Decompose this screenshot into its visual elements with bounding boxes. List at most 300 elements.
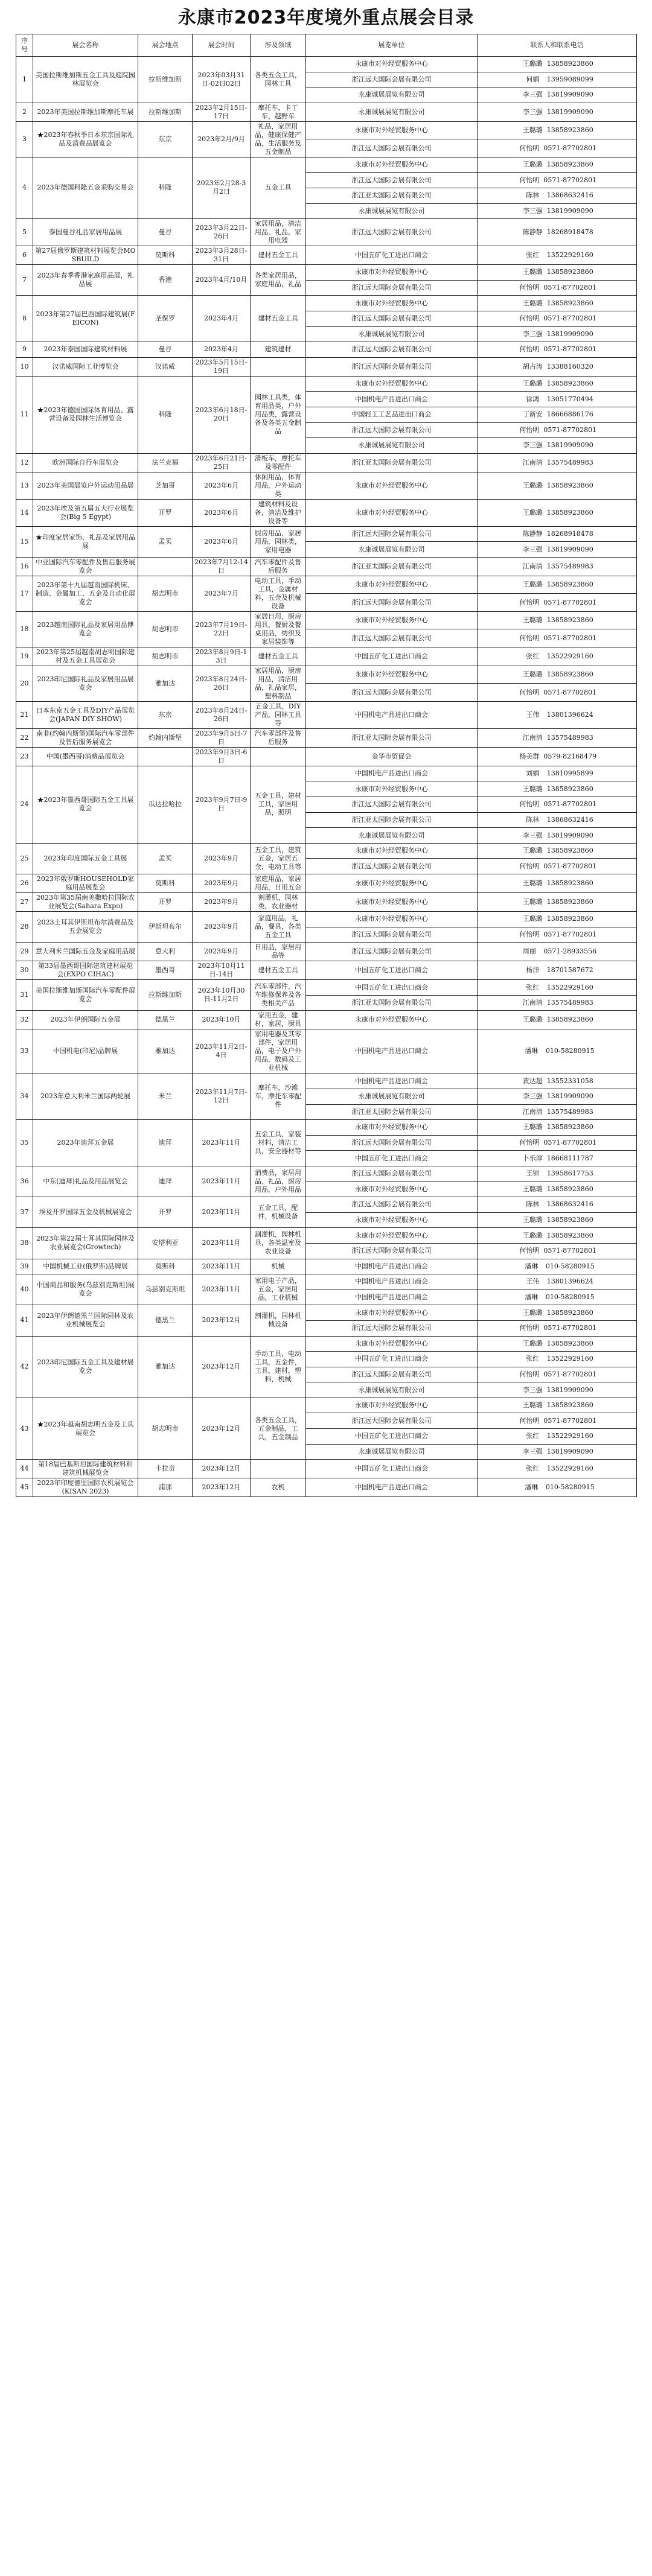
exhibition-time: 2023年6月 xyxy=(193,526,251,557)
contact-cell xyxy=(478,1444,637,1460)
contact-cell xyxy=(478,1243,637,1259)
exhibitor-org: 永康市对外经贸服务中心 xyxy=(306,376,478,392)
exhibition-time: 2023年11月 xyxy=(193,1120,251,1166)
contact-name: 何怡明 xyxy=(519,862,540,870)
contact-cell xyxy=(478,1305,637,1321)
exhibition-place: 约翰内斯堡 xyxy=(138,728,193,747)
table-row xyxy=(16,557,637,576)
exhibition-seq: 23 xyxy=(16,747,33,766)
exhibition-field: 各类五金工具，五金制品，工具，五金制品 xyxy=(251,1398,306,1459)
exhibitor-org: 永康市对外经贸服务中心 xyxy=(306,157,478,173)
exhibitor-org: 永康诚展展览有限公司 xyxy=(306,1444,478,1460)
exhibition-name: 2023年第35届南美撒哈拉国际农业展览会(Sahara Expo) xyxy=(33,893,138,912)
exhibition-seq: 26 xyxy=(16,874,33,893)
contact-cell xyxy=(478,121,637,139)
contact-phone: 010-58280915 xyxy=(545,1047,595,1055)
exhibition-name: ★2023年越南胡志明五金及工具展览会 xyxy=(33,1398,138,1459)
exhibition-time: 2023年7月 xyxy=(193,576,251,611)
exhibitor-org: 中国机电产品进出口商会 xyxy=(306,1259,478,1274)
contact-phone: 0571-87702801 xyxy=(543,144,597,152)
exhibition-place: 安塔利亚 xyxy=(138,1228,193,1259)
exhibition-seq: 45 xyxy=(16,1478,33,1497)
exhibition-time: 2023年11月 xyxy=(193,1166,251,1197)
contact-name: 潘琳 xyxy=(525,1047,539,1055)
exhibitor-org: 浙江远大国际会展有限公司 xyxy=(306,943,478,961)
contact-phone: 13868632416 xyxy=(546,815,593,824)
contact-phone: 13858923860 xyxy=(546,1185,593,1193)
contact-name: 陈静静 xyxy=(522,228,543,237)
contact-cell xyxy=(478,912,637,927)
contact-cell xyxy=(478,728,637,747)
exhibitor-org: 中国五矿化工进出口商会 xyxy=(306,961,478,980)
contact-cell xyxy=(478,1367,637,1382)
table-row xyxy=(16,1259,637,1274)
contact-name: 李三强 xyxy=(522,441,543,450)
exhibition-time: 2023年3月22日-26日 xyxy=(193,219,251,246)
table-row xyxy=(16,342,637,358)
exhibition-name: 美国拉斯维加斯国际汽车零配件展览会 xyxy=(33,980,138,1011)
contact-phone: 13819909090 xyxy=(546,107,593,116)
contact-name: 周丽 xyxy=(522,947,536,956)
exhibition-time: 2023年10月 xyxy=(193,1011,251,1029)
exhibition-seq: 42 xyxy=(16,1336,33,1398)
exhibition-name: ★2023年德国国际体育用品、露营设备及园林生活博览会 xyxy=(33,376,138,453)
exhibition-field: 园林工具类，体育用品类，户外用品类，露营设备及各类五金制品 xyxy=(251,376,306,453)
contact-cell xyxy=(478,961,637,980)
table-row xyxy=(16,57,637,72)
header-seq: 序号 xyxy=(16,34,33,57)
exhibition-place: 莫斯科 xyxy=(138,246,193,265)
exhibitor-org: 浙江远大国际会展有限公司 xyxy=(306,629,478,647)
exhibitor-org: 永康市对外经贸服务中心 xyxy=(306,472,478,499)
exhibitor-org: 中国五矿化工进出口商会 xyxy=(306,1151,478,1166)
exhibitor-org: 中国五矿化工进出口商会 xyxy=(306,1429,478,1445)
exhibitor-org: 永康市对外经贸服务中心 xyxy=(306,265,478,281)
exhibition-field: 建筑建材 xyxy=(251,342,306,358)
exhibition-field: 家用电器及其零部件，家居用品，电子及户外用品，数码及工业机械 xyxy=(251,1029,306,1073)
exhibition-place: 香港 xyxy=(138,265,193,296)
exhibition-seq: 34 xyxy=(16,1073,33,1120)
contact-cell xyxy=(478,139,637,157)
exhibition-field: 各类家居用品，家庭用品，礼品 xyxy=(251,265,306,296)
contact-phone: 18666886176 xyxy=(546,410,593,419)
contact-cell xyxy=(478,422,637,438)
exhibition-seq: 7 xyxy=(16,265,33,296)
contact-name: 王璐璐 xyxy=(522,616,543,625)
contact-cell xyxy=(478,666,637,684)
exhibition-time: 2023年6月18日-20日 xyxy=(193,376,251,453)
exhibition-seq: 16 xyxy=(16,557,33,576)
contact-cell xyxy=(478,311,637,326)
exhibition-field: 摩托车，卡丁车，越野车 xyxy=(251,103,306,121)
exhibition-time: 2023年4月/10月 xyxy=(193,265,251,296)
exhibitor-org: 永康市对外经贸服务中心 xyxy=(306,1011,478,1029)
exhibitor-org: 永康市对外经贸服务中心 xyxy=(306,121,478,139)
contact-cell xyxy=(478,526,637,542)
contact-cell xyxy=(478,859,637,874)
contact-cell xyxy=(478,157,637,173)
exhibitor-org: 中国五矿化工进出口商会 xyxy=(306,647,478,666)
exhibition-place: 瓜达拉哈拉 xyxy=(138,766,193,843)
exhibitor-org: 浙江远大国际会展有限公司 xyxy=(306,139,478,157)
contact-phone: 0571-87702801 xyxy=(543,800,597,809)
exhibition-field: 割灌机，园林机具，各类温室及农业设备 xyxy=(251,1228,306,1259)
exhibitor-org: 浙江远大国际会展有限公司 xyxy=(306,1135,478,1151)
contact-phone: 0571-87702801 xyxy=(543,1416,597,1425)
contact-name: 何怡明 xyxy=(519,144,540,152)
contact-name: 王锦 xyxy=(526,1169,540,1178)
table-row xyxy=(16,747,637,766)
contact-name: 何怡明 xyxy=(519,688,540,696)
exhibition-place: 法兰克福 xyxy=(138,453,193,472)
contact-name: 王璐璐 xyxy=(522,161,543,169)
exhibitor-org: 永康市对外经贸服务中心 xyxy=(306,57,478,72)
exhibition-place: 胡志明市 xyxy=(138,576,193,611)
exhibition-field: 建材五金工具 xyxy=(251,246,306,265)
exhibition-time: 2023年9月5日-7日 xyxy=(193,728,251,747)
exhibition-field: 建材五金工具 xyxy=(251,961,306,980)
exhibition-seq: 10 xyxy=(16,357,33,376)
header-contact: 联系人和联系电话 xyxy=(478,34,637,57)
table-row xyxy=(16,453,637,472)
exhibition-time: 2023年11月 xyxy=(193,1274,251,1305)
contact-cell xyxy=(478,173,637,188)
contact-cell xyxy=(478,188,637,203)
contact-cell xyxy=(478,1197,637,1213)
exhibitor-org: 永康市对外经贸服务中心 xyxy=(306,576,478,594)
contact-name: 李三强 xyxy=(522,329,543,338)
contact-phone: 13858923860 xyxy=(546,1339,593,1347)
table-body xyxy=(16,57,637,1497)
exhibition-time: 2023年8月9日-13日 xyxy=(193,647,251,666)
exhibition-seq: 2 xyxy=(16,103,33,121)
exhibition-place: 拉斯维加斯 xyxy=(138,57,193,103)
exhibitor-org: 浙江远大国际会展有限公司 xyxy=(306,219,478,246)
exhibition-name: 2023年意大利米兰国际两轮展 xyxy=(33,1073,138,1120)
contact-name: 何怡明 xyxy=(519,1416,540,1425)
table-row xyxy=(16,103,637,121)
contact-name: 胡占涛 xyxy=(522,362,543,370)
table-row xyxy=(16,265,637,281)
contact-phone: 0571-87702801 xyxy=(543,345,597,354)
exhibition-name: 2023年俄罗斯HOUSEHOLD家庭用品展览会 xyxy=(33,874,138,893)
contact-cell xyxy=(478,376,637,392)
exhibition-name: 中国商品和服务(乌兹别克斯坦)展览会 xyxy=(33,1274,138,1305)
contact-cell xyxy=(478,980,637,996)
exhibition-field: 手动工具，电动工具，五金件，工具，建材，塑料，机械 xyxy=(251,1336,306,1398)
exhibition-name: 中亚国际汽车零配件及售后服务展览会 xyxy=(33,557,138,576)
contact-phone: 13575489983 xyxy=(546,562,593,570)
exhibitor-org: 永康诚展展览有限公司 xyxy=(306,87,478,103)
exhibitor-org: 永康市对外经贸服务中心 xyxy=(306,499,478,526)
contact-name: 王伟 xyxy=(526,710,540,719)
exhibition-time: 2023年2月/9月 xyxy=(193,121,251,157)
contact-name: 王璐璐 xyxy=(522,508,543,517)
table-row xyxy=(16,1029,637,1073)
exhibitor-org: 浙江亚太国际会展有限公司 xyxy=(306,557,478,576)
contact-cell xyxy=(478,103,637,121)
exhibition-time: 2023年6月 xyxy=(193,499,251,526)
table-row xyxy=(16,980,637,996)
table-row xyxy=(16,576,637,594)
contact-cell xyxy=(478,1166,637,1181)
exhibition-seq: 11 xyxy=(16,376,33,453)
table-row xyxy=(16,1228,637,1244)
table-row xyxy=(16,1460,637,1478)
exhibition-field: 农机 xyxy=(251,1478,306,1497)
exhibition-time: 2023年9月 xyxy=(193,874,251,893)
contact-phone: 13388160320 xyxy=(546,362,593,370)
contact-cell xyxy=(478,1259,637,1274)
contact-name: 丁新安 xyxy=(522,410,543,419)
contact-cell xyxy=(478,1029,637,1073)
exhibition-name: ★印度家居家饰、礼品及家居用品展 xyxy=(33,526,138,557)
contact-cell xyxy=(478,1181,637,1197)
exhibition-place: 迪拜 xyxy=(138,1120,193,1166)
contact-cell xyxy=(478,893,637,912)
contact-cell xyxy=(478,1398,637,1413)
exhibition-place: 拉斯维加斯 xyxy=(138,980,193,1011)
exhibitor-org: 永康市对外经贸服务中心 xyxy=(306,1398,478,1413)
contact-cell xyxy=(478,1274,637,1290)
contact-name: 王璐璐 xyxy=(522,1339,543,1347)
exhibition-name: ★2023年春秋季日本东京国际礼品及消费品展览会 xyxy=(33,121,138,157)
contact-phone: 13819909090 xyxy=(546,831,593,839)
table-row xyxy=(16,647,637,666)
contact-name: 王璐璐 xyxy=(522,1185,543,1193)
contact-phone: 13522929160 xyxy=(546,1465,593,1473)
contact-cell xyxy=(478,1460,637,1478)
contact-name: 何怡明 xyxy=(519,1324,540,1332)
table-row xyxy=(16,961,637,980)
contact-cell xyxy=(478,701,637,728)
exhibition-place: 乌兹别克斯坦 xyxy=(138,1274,193,1305)
exhibition-seq: 5 xyxy=(16,219,33,246)
exhibitor-org: 浙江亚太国际会展有限公司 xyxy=(306,453,478,472)
exhibitor-org: 中国五矿化工进出口商会 xyxy=(306,980,478,996)
table-row xyxy=(16,701,637,728)
exhibition-field: 建材五金工具 xyxy=(251,647,306,666)
exhibition-field: 各类五金工具，园林工具 xyxy=(251,57,306,103)
exhibition-field: 五金工具，建筑五金，家居五金，电动工具等 xyxy=(251,843,306,874)
exhibitor-org: 浙江远大国际会展有限公司 xyxy=(306,72,478,87)
exhibitor-org: 浙江亚太国际会展有限公司 xyxy=(306,812,478,828)
exhibition-time: 2023年8月24日-26日 xyxy=(193,666,251,701)
exhibition-seq: 43 xyxy=(16,1398,33,1459)
contact-phone: 18668111787 xyxy=(546,1154,593,1162)
contact-phone: 0571-87702801 xyxy=(543,1139,597,1147)
contact-name: 何怡明 xyxy=(519,930,540,938)
exhibition-time: 2023年12月 xyxy=(193,1305,251,1336)
exhibition-place: 开罗 xyxy=(138,1197,193,1228)
exhibition-name: 2023年美国拉斯维加斯摩托车展 xyxy=(33,103,138,121)
contact-phone: 13868632416 xyxy=(546,1200,593,1209)
exhibitor-org: 浙江远大国际会展有限公司 xyxy=(306,1243,478,1259)
exhibition-seq: 6 xyxy=(16,246,33,265)
exhibition-name: 第18届巴基斯坦国际建筑材料和建筑机械展览会 xyxy=(33,1460,138,1478)
exhibition-field: 家庭用品，礼品，餐具，各类五金工具 xyxy=(251,912,306,943)
contact-name: 何怡明 xyxy=(519,284,540,292)
exhibitor-org: 永康市对外经贸服务中心 xyxy=(306,893,478,912)
exhibition-time: 2023年9月 xyxy=(193,893,251,912)
contact-phone: 13810995899 xyxy=(546,769,593,778)
exhibition-name: 日本东京五金工具及DIY产品展览会(JAPAN DIY SHOW) xyxy=(33,701,138,728)
exhibition-place: 汉诺威 xyxy=(138,357,193,376)
contact-phone: 13858923860 xyxy=(546,784,593,793)
contact-cell xyxy=(478,499,637,526)
contact-name: 王璐璐 xyxy=(522,784,543,793)
contact-cell xyxy=(478,611,637,629)
contact-cell xyxy=(478,1429,637,1445)
table-row xyxy=(16,728,637,747)
contact-cell xyxy=(478,87,637,103)
exhibition-seq: 20 xyxy=(16,666,33,701)
contact-phone: 0571-87702801 xyxy=(543,634,597,642)
table-row xyxy=(16,296,637,311)
contact-phone: 18701587672 xyxy=(546,966,593,975)
exhibitor-org: 浙江远大国际会展有限公司 xyxy=(306,173,478,188)
exhibitor-org: 中国机电产品进出口商会 xyxy=(306,1029,478,1073)
exhibition-field: 汽车零配件及售后服务 xyxy=(251,557,306,576)
contact-cell xyxy=(478,797,637,813)
exhibitor-org: 浙江远大国际会展有限公司 xyxy=(306,1413,478,1429)
contact-phone: 13575489983 xyxy=(546,1107,593,1116)
contact-name: 何怡明 xyxy=(519,1139,540,1147)
contact-cell xyxy=(478,472,637,499)
contact-phone: 13819909090 xyxy=(546,329,593,338)
table-row xyxy=(16,219,637,246)
exhibitor-org: 永康诚展展览有限公司 xyxy=(306,103,478,121)
exhibition-place: 东京 xyxy=(138,121,193,157)
contact-cell xyxy=(478,296,637,311)
exhibitor-org: 浙江远大国际会展有限公司 xyxy=(306,1166,478,1181)
contact-phone: 13858923860 xyxy=(546,1123,593,1131)
exhibition-seq: 14 xyxy=(16,499,33,526)
exhibitor-org: 浙江远大国际会展有限公司 xyxy=(306,311,478,326)
exhibition-name: 2023年第25届越南胡志明国际建材及五金工具展览会 xyxy=(33,647,138,666)
exhibition-seq: 22 xyxy=(16,728,33,747)
exhibition-seq: 15 xyxy=(16,526,33,557)
contact-name: 王璐璐 xyxy=(522,1231,543,1239)
exhibition-field: 家居日用，厨房用具，餐厨及餐桌用品，纺织及家居装饰等 xyxy=(251,611,306,647)
exhibitor-org: 永康诚展展览有限公司 xyxy=(306,828,478,844)
contact-phone: 13819909090 xyxy=(546,206,593,215)
exhibition-field: 汽车零部件及售后服务 xyxy=(251,728,306,747)
contact-name: 杨美群 xyxy=(519,752,540,760)
page-title: 永康市2023年度境外重点展会目录 xyxy=(177,7,475,28)
exhibition-time: 2023年9月 xyxy=(193,943,251,961)
contact-cell xyxy=(478,1011,637,1029)
exhibitor-org: 浙江远大国际会展有限公司 xyxy=(306,684,478,702)
contact-cell xyxy=(478,1228,637,1244)
table-row xyxy=(16,611,637,629)
exhibition-time: 2023年10月11日-14日 xyxy=(193,961,251,980)
exhibition-name: 南非(约翰内斯堡)国际汽车零部件及售后服务展览会 xyxy=(33,728,138,747)
contact-phone: 13858923860 xyxy=(546,126,593,135)
contact-cell xyxy=(478,1120,637,1136)
contact-name: 何怡明 xyxy=(519,800,540,809)
exhibition-seq: 41 xyxy=(16,1305,33,1336)
exhibition-seq: 30 xyxy=(16,961,33,980)
exhibition-time: 2023年3月28日-31日 xyxy=(193,246,251,265)
exhibitor-org: 永康市对外经贸服务中心 xyxy=(306,611,478,629)
contact-cell xyxy=(478,557,637,576)
contact-cell xyxy=(478,542,637,558)
contact-cell xyxy=(478,1290,637,1305)
exhibition-name: 2023年伊朗德黑兰国际园林及农业机械展览会 xyxy=(33,1305,138,1336)
contact-phone: 13858923860 xyxy=(546,1308,593,1317)
contact-phone: 13522929160 xyxy=(546,1432,593,1440)
contact-name: 何怡明 xyxy=(519,1370,540,1378)
table-row xyxy=(16,1274,637,1290)
exhibition-place: 胡志明市 xyxy=(138,611,193,647)
contact-phone: 13858923860 xyxy=(546,1401,593,1410)
exhibition-field: 厨房用品，家居用品，园林类，家用电器 xyxy=(251,526,306,557)
exhibitor-org: 中国机电产品进出口商会 xyxy=(306,1274,478,1290)
exhibition-time: 2023年9月3日-6日 xyxy=(193,747,251,766)
exhibition-place: 卡拉奇 xyxy=(138,1460,193,1478)
exhibition-time: 2023年6月 xyxy=(193,472,251,499)
contact-name: 李三强 xyxy=(522,1447,543,1455)
contact-cell xyxy=(478,747,637,766)
exhibition-place: 莫斯科 xyxy=(138,874,193,893)
contact-cell xyxy=(478,1336,637,1352)
exhibition-field: 建材五金工具 xyxy=(251,296,306,342)
exhibition-field: 五金工具，配件，机械设备 xyxy=(251,1197,306,1228)
contact-name: 陈林 xyxy=(526,191,540,200)
contact-cell xyxy=(478,874,637,893)
exhibition-field: 家庭用品，家居用品，日用五金 xyxy=(251,874,306,893)
exhibition-field: 五金工具，DIY产品，园林工具等 xyxy=(251,701,306,728)
exhibition-time: 2023年12月 xyxy=(193,1460,251,1478)
exhibition-time: 2023年4月 xyxy=(193,342,251,358)
contact-cell xyxy=(478,246,637,265)
contact-cell xyxy=(478,1413,637,1429)
exhibitor-org: 浙江远大国际会展有限公司 xyxy=(306,1197,478,1213)
header-name: 展会名称 xyxy=(33,34,138,57)
contact-phone: 010-58280915 xyxy=(545,1262,595,1270)
contact-phone: 13819909090 xyxy=(546,545,593,553)
contact-name: 张红 xyxy=(526,983,540,991)
exhibition-field: 汽车零部件，汽车维修保养及各类相关产品 xyxy=(251,980,306,1011)
contact-name: 徐鸿 xyxy=(526,395,540,403)
exhibition-field: 五金工具，建材工具，家居用品，照明 xyxy=(251,766,306,843)
exhibitor-org: 永康诚展展览有限公司 xyxy=(306,542,478,558)
exhibition-seq: 27 xyxy=(16,893,33,912)
exhibition-field: 机械 xyxy=(251,1259,306,1274)
exhibition-place: 伊斯坦布尔 xyxy=(138,912,193,943)
contact-phone: 010-58280915 xyxy=(545,1483,595,1492)
contact-phone: 0571-87702801 xyxy=(543,1247,597,1255)
exhibition-seq: 19 xyxy=(16,647,33,666)
exhibition-seq: 13 xyxy=(16,472,33,499)
contact-name: 王璐璐 xyxy=(522,1308,543,1317)
exhibition-time: 2023年5月15日-19日 xyxy=(193,357,251,376)
exhibition-name: 2023年第27届巴西国际建筑展(FEICON) xyxy=(33,296,138,342)
exhibition-name: 2023年春季香港家庭用品展，礼品展 xyxy=(33,265,138,296)
exhibition-time: 2023年12月 xyxy=(193,1478,251,1497)
exhibition-time: 2023年9月7日-9日 xyxy=(193,766,251,843)
table-row xyxy=(16,912,637,927)
contact-cell xyxy=(478,843,637,859)
contact-phone: 13575489983 xyxy=(546,458,593,466)
contact-phone: 13819909090 xyxy=(546,1385,593,1394)
contact-phone: 13522929160 xyxy=(546,1355,593,1363)
exhibition-seq: 35 xyxy=(16,1120,33,1166)
exhibition-name: 第27届俄罗斯建筑材料展览会MOSBUILD xyxy=(33,246,138,265)
contact-cell xyxy=(478,219,637,246)
contact-cell xyxy=(478,594,637,612)
